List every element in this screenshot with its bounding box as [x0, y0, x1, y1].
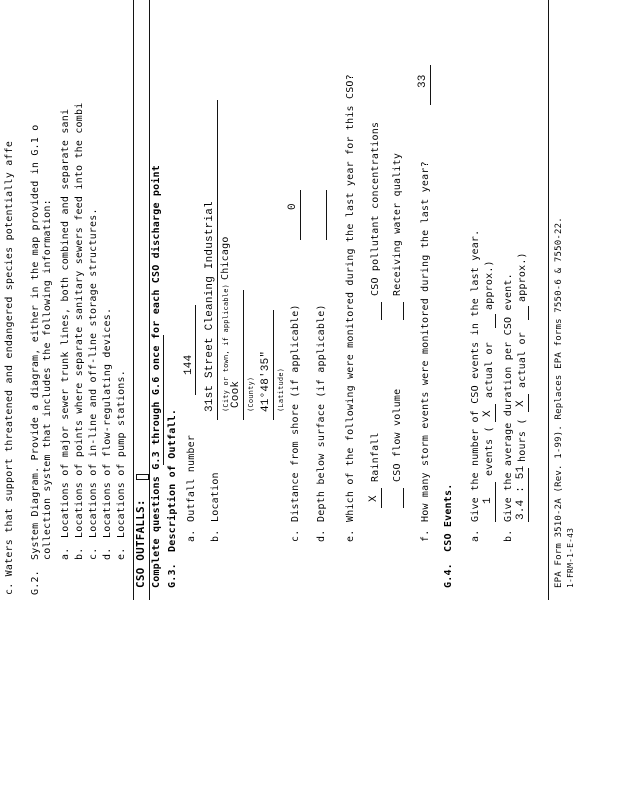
distance-from-shore-value: 0	[287, 203, 299, 210]
g2-list-item: Locations of flow-regulating devices.	[102, 307, 113, 538]
g2-number: G.2.	[30, 570, 41, 595]
g2-item-c-text: c. Waters that support threatened and endangered species potentially affe	[4, 140, 15, 595]
average-duration-unit: hours (	[517, 418, 528, 462]
outfall-number-value: 144	[183, 354, 195, 375]
cso-events-count-label: Give the number of CSO events in the last year.	[470, 229, 481, 522]
rainfall-option-label: Rainfall	[370, 432, 381, 482]
location-city-value: Chicago	[220, 236, 231, 280]
storm-events-value: 33	[417, 74, 429, 88]
g2-list-item: Locations of pump stations.	[116, 370, 127, 538]
location-street-caption: (City or town, if applicable)	[222, 283, 230, 412]
flow-volume-option-label: CSO flow volume	[392, 388, 403, 482]
instruction-underline	[163, 335, 164, 465]
outfall-number-field	[184, 305, 196, 395]
footer-rule	[548, 0, 549, 600]
g3-heading: Description of Outfall.	[167, 408, 178, 552]
cso-events-unit: events (	[484, 426, 495, 476]
g3-c-letter: c.	[290, 529, 301, 542]
g4-heading: CSO Events.	[443, 483, 454, 552]
monitoring-question-label: Which of the following were monitored during the last year for this CSO?	[345, 74, 356, 522]
outfall-number-label: Outfall number	[186, 434, 197, 522]
g4-a-letter: a.	[470, 529, 481, 542]
average-duration-label: Give the average duration per CSO event.	[503, 273, 514, 522]
cso-events-count-value: 1	[482, 497, 494, 504]
g2-list-letter: a.	[60, 547, 71, 560]
location-street-value: 31st Street Cleaning Industrial	[204, 201, 216, 412]
location-county-caption: (County)	[247, 376, 255, 412]
g2-list-item: Locations of in-line and off-line storage structures.	[88, 208, 99, 538]
receiving-water-option-label: Receiving water quality	[392, 152, 403, 296]
cso-outfalls-box	[136, 474, 149, 480]
g3-f-letter: f.	[420, 529, 431, 542]
g2-list-letter: d.	[102, 547, 113, 560]
cso-events-approx-line	[484, 314, 496, 328]
average-duration-value: 3.4 : 51	[515, 465, 527, 520]
g2-intro-line-2: collection system that includes the following information:	[42, 199, 53, 560]
g3-a-letter: a.	[186, 529, 197, 542]
section-rule-mid	[149, 0, 150, 600]
receiving-water-checkbox-line	[392, 302, 404, 320]
g2-list-item: Locations of major sewer trunk lines, both combined and separate sani	[60, 108, 71, 538]
g2-list-letter: b.	[74, 547, 85, 560]
storm-events-label: How many storm events were monitored during the last year?	[420, 161, 431, 522]
cso-outfalls-title: CSO OUTFALLS:	[134, 499, 147, 588]
form-identifier: EPA Form 3510-2A (Rev. 1-99). Replaces EPA forms 7550-6 & 7550-22.	[554, 217, 564, 588]
average-duration-actual-mark: X	[515, 400, 527, 407]
flow-volume-checkbox-line	[392, 488, 404, 508]
location-latitude-caption: (Latitude)	[277, 367, 285, 412]
g2-list-letter: e.	[116, 547, 127, 560]
average-duration-approx-line	[517, 306, 529, 320]
cso-instruction: Complete questions G.3 through G.6 once for each CSO discharge point	[151, 165, 162, 588]
pollutant-checkbox-line	[370, 302, 382, 320]
depth-below-surface-label: Depth below surface (if applicable)	[316, 304, 327, 522]
cso-events-actual-text: actual or	[484, 342, 495, 398]
location-county-value: Cook	[230, 380, 242, 408]
cso-events-actual-mark: X	[482, 410, 494, 417]
g3-d-letter: d.	[316, 529, 327, 542]
g4-number: G.4.	[443, 563, 454, 588]
form-code: 1-FRM-1-E-43	[566, 527, 575, 588]
average-duration-actual-text: actual or	[517, 332, 528, 388]
pollutant-option-label: CSO pollutant concentrations	[370, 121, 381, 296]
distance-from-shore-label: Distance from shore (if applicable)	[290, 304, 301, 522]
location-label: Location	[210, 472, 221, 522]
g2-list-item: Locations of points where separate sanitary sewers feed into the combi	[74, 102, 85, 538]
depth-below-surface-field	[315, 190, 327, 240]
g3-e-letter: e.	[345, 529, 356, 542]
g4-b-letter: b.	[503, 529, 514, 542]
g3-b-letter: b.	[210, 529, 221, 542]
g2-list-letter: c.	[88, 547, 99, 560]
average-duration-approx-text: approx.)	[517, 252, 528, 302]
g2-intro-line-1: System Diagram. Provide a diagram, either in the map provided in G.1 o	[30, 124, 41, 560]
g3-number: G.3.	[167, 563, 178, 588]
distance-from-shore-field	[289, 190, 301, 240]
rainfall-checkbox-mark: X	[368, 495, 380, 502]
cso-events-approx-text: approx.)	[484, 260, 495, 310]
location-latitude-value: 41°48'35"	[260, 350, 272, 412]
